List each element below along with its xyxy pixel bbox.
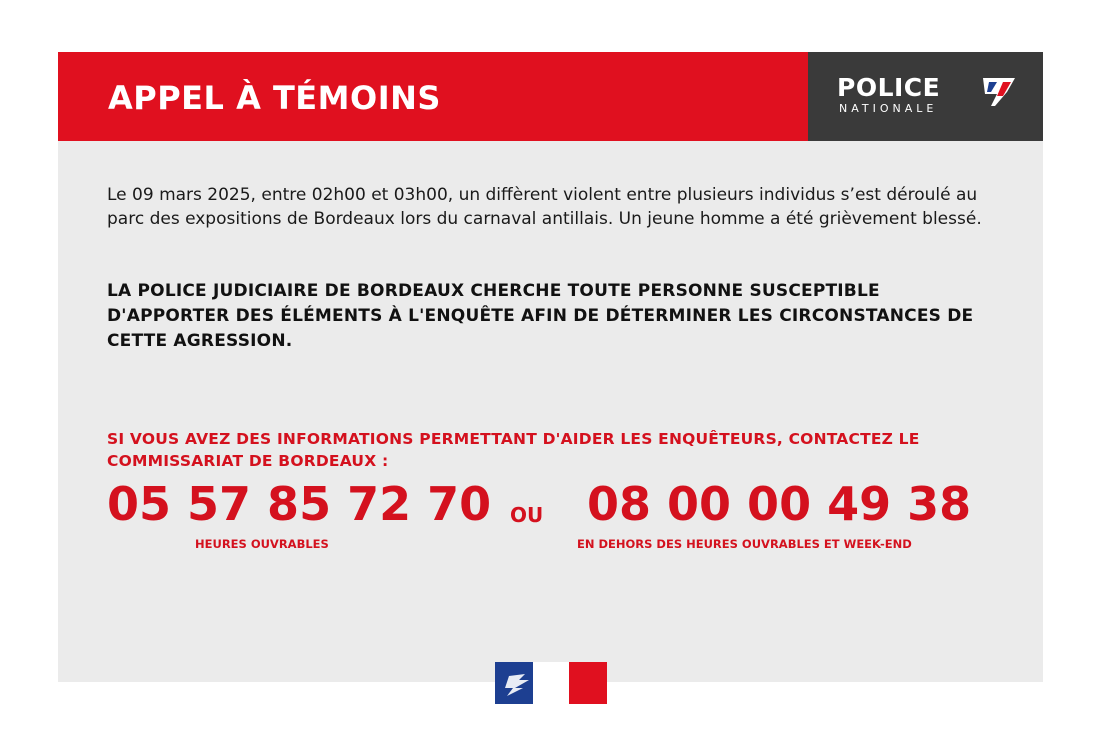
logo-nationale-text: NATIONALE [839, 102, 938, 115]
business-hours-note: HEURES OUVRABLES [195, 537, 329, 551]
page-title: APPEL À TÉMOINS [108, 79, 441, 117]
police-nationale-emblem-icon [977, 76, 1017, 110]
phone-number-business-hours[interactable]: 05 57 85 72 70 [107, 477, 492, 531]
notice-panel [58, 52, 1043, 682]
marianne-logo-icon [495, 662, 607, 704]
or-separator: OU [510, 503, 544, 527]
logo-police-text: POLICE [837, 73, 941, 102]
phone-number-after-hours[interactable]: 08 00 00 49 38 [587, 477, 972, 531]
call-to-action: LA POLICE JUDICIAIRE DE BORDEAUX CHERCHE TOUTE PERSONNE SUSCEPTIBLE D'APPORTER DES ÉLÉMENTS À L'ENQUÊTE AFIN DE DÉTERMINER LES CIRCONSTANCES DE CETTE AGRESSION. [107, 281, 974, 351]
contact-instructions: SI VOUS AVEZ DES INFORMATIONS PERMETTANT D'AIDER LES ENQUÊTEURS, CONTACTEZ LE COMMISSARIAT DE BORDEAUX : [107, 430, 920, 470]
after-hours-note: EN DEHORS DES HEURES OUVRABLES ET WEEK-END [577, 537, 912, 551]
incident-description: Le 09 mars 2025, entre 02h00 et 03h00, un diffèrent violent entre plusieurs individus s’est déroulé au parc des expositions de Bordeaux lors du carnaval antillais. Un jeune homme a été grièvement blessé. [107, 185, 982, 229]
